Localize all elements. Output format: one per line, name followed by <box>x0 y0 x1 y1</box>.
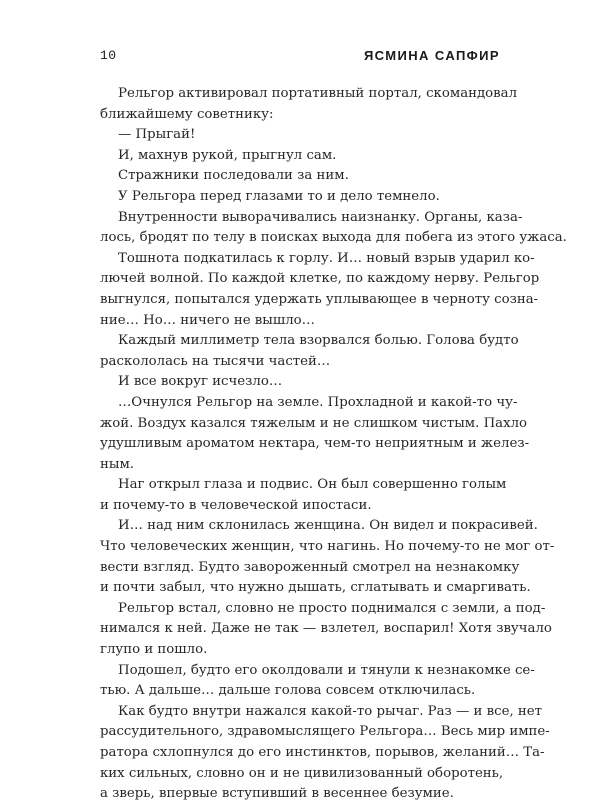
text-line: ких сильных, словно он и не цивилизованный оборотень, <box>100 765 504 781</box>
page-number: 10 <box>100 48 117 63</box>
page-header <box>100 48 500 70</box>
text-line: жой. Воздух казался тяжелым и не слишком чистым. Пахло <box>100 415 528 431</box>
text-line: Тошнота подкатилась к горлу. И… новый взрыв ударил ко- <box>118 250 535 266</box>
text-line: глупо и пошло. <box>100 642 208 658</box>
text-line: нимался к ней. Даже не так — взлетел, воспарил! Хотя звучало <box>100 621 552 637</box>
text-line: Как будто внутри нажался какой-то рычаг. Раз — и все, нет <box>118 703 542 719</box>
text-line: Стражники последовали за ним. <box>118 168 349 184</box>
text-line: а зверь, впервые вступивший в весеннее безумие. <box>100 786 454 802</box>
text-line: — Прыгай! <box>118 127 196 143</box>
text-line: У Рельгора перед глазами то и дело темнело. <box>118 188 440 204</box>
text-line: удушливым ароматом нектара, чем-то неприятным и желез- <box>100 436 530 452</box>
body-text <box>100 84 567 805</box>
text-line: Рельгор активировал портативный портал, скомандовал <box>118 86 518 101</box>
text-line: выгнулся, попытался удержать уплывающее в черноту созна- <box>100 291 539 307</box>
text-line: И… над ним склонилась женщина. Он видел и покрасивей. <box>118 518 538 534</box>
text-line: лось, бродят по телу в поисках выхода для побега из этого ужаса. <box>100 230 567 246</box>
text-line: Каждый миллиметр тела взорвался болью. Голова будто <box>118 333 519 349</box>
text-line: лючей волной. По каждой клетке, по каждому нерву. Рельгор <box>100 271 540 287</box>
text-line: Рельгор встал, словно не просто поднимался с земли, а под- <box>118 600 546 616</box>
text-line: ближайшему советнику: <box>100 106 274 122</box>
text-line: и почему-то в человеческой ипостаси. <box>100 497 372 513</box>
text-line: Внутренности выворачивались наизнанку. Органы, каза- <box>118 209 523 225</box>
text-line: И все вокруг исчезло… <box>118 374 283 390</box>
text-line: …Очнулся Рельгор на земле. Прохладной и какой-то чу- <box>118 394 518 410</box>
text-line: ным. <box>100 456 135 472</box>
text-line: Наг открыл глаза и подвис. Он был совершенно голым <box>118 477 507 493</box>
running-head-author: ЯСМИНА САПФИР <box>363 48 500 63</box>
text-line: тью. А дальше… дальше голова совсем отключилась. <box>100 683 476 699</box>
text-line: вести взгляд. Будто завороженный смотрел на незнакомку <box>100 559 520 575</box>
text-line: рассудительного, здравомыслящего Рельгора… Весь мир импе- <box>100 724 550 740</box>
text-line: Что человеческих женщин, что нагинь. Но почему-то не мог от- <box>100 539 555 555</box>
text-line: И, махнув рукой, прыгнул сам. <box>118 147 337 163</box>
text-line: ратора схлопнулся до его инстинктов, порывов, желаний… Та- <box>100 745 545 760</box>
text-line: и почти забыл, что нужно дышать, сглатывать и смаргивать. <box>100 580 531 596</box>
text-line: Подошел, будто его околдовали и тянули к незнакомке се- <box>118 662 535 678</box>
text-line: ние… Но… ничего не вышло… <box>100 312 315 328</box>
text-line: раскололась на тысячи частей… <box>100 353 331 369</box>
